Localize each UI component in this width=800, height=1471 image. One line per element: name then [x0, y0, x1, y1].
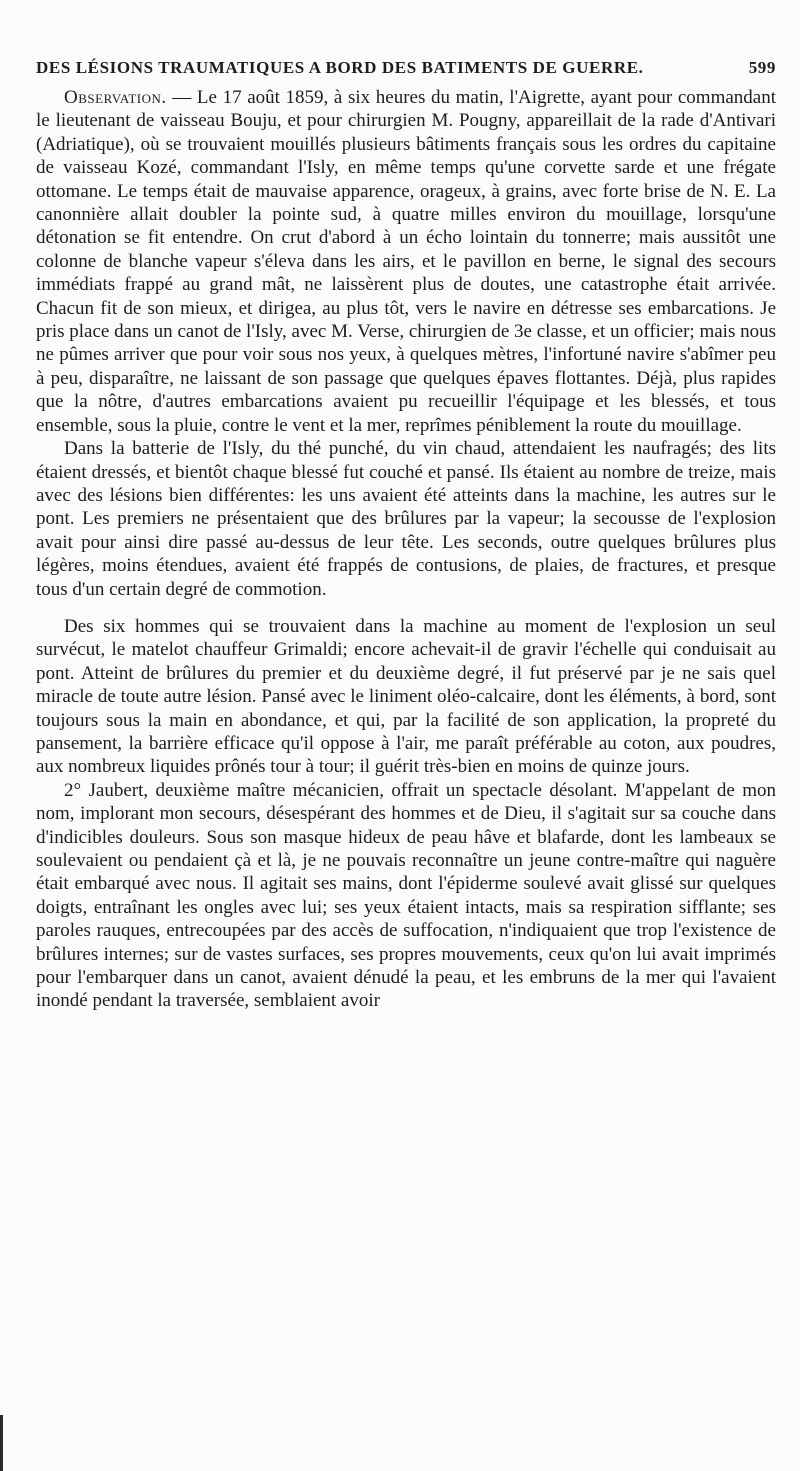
paragraph-batterie: [36, 437, 776, 601]
paragraph-text: Dans la batterie de l'Isly, du thé punché, du vin chaud, attendaient les naufragés; des lits étaient dressés, et bientôt chaque blessé fut couché et pansé. Ils étaient au nombre de treize, mais avec des lésions bien différentes: les uns avaient été atteints dans la machine, les autres sur le pont. Les premiers ne présentaient que des brûlures par la vapeur; la secousse de l'explosion avait pour ainsi dire passé au-dessus de leur tête. Les seconds, outre quelques brûlures plus légères, moins étendues, avaient été frappés de contusions, de plaies, de fractures, et presque tous d'un certain degré de commotion.: [36, 438, 776, 600]
paragraph-jaubert: [36, 779, 776, 1013]
scan-edge-mark: [0, 1415, 3, 1471]
running-title: DES LÉSIONS TRAUMATIQUES A BORD DES BATIMENTS DE GUERRE.: [36, 58, 644, 77]
page-number: 599: [748, 58, 776, 77]
paragraph-gap: [36, 601, 776, 615]
running-header: [36, 58, 776, 78]
paragraph-text: — Le 17 août 1859, à six heures du matin, l'Aigrette, ayant pour commandant le lieutenant de vaisseau Bouju, et pour chirurgien M. Pougny, appareillait de la rade d'Antivari (Adriatique), où se trouvaient mouillés plusieurs bâtiments français sous les ordres du capitaine de vaisseau Kozé, commandant l'Isly, en même temps qu'une corvette sarde et une frégate ottomane. Le temps était de mauvaise apparence, orageux, à grains, avec forte brise de N. E. La canonnière allait doubler la pointe sud, à quatre milles environ du mouillage, lorsqu'une détonation se fit entendre. On crut d'abord à un écho lointain du tonnerre; mais aussitôt une colonne de blanche vapeur s'éleva dans les airs, et le pavillon en berne, le signal des secours immédiats frappé au grand mât, ne laissèrent plus de doutes, une catastrophe était arrivée. Chacun fit de son mieux, et dirigea, au plus tôt, vers le navire en détresse ses embarcations. Je pris place dans un canot de l'Isly, avec M. Verse, chirurgien de 3e classe, et un officier; mais nous ne pûmes arriver que pour voir sous nos yeux, à quelques mètres, l'infortuné navire s'abîmer peu à peu, disparaître, ne laissant de son passage que quelques épaves flottantes. Déjà, plus rapides que la nôtre, d'autres embarcations avaient pu recueillir l'équipage et les blessés, et tous ensemble, sous la pluie, contre le vent et la mer, reprîmes péniblement la route du mouillage.: [36, 87, 776, 436]
paragraph-observation: [36, 86, 776, 437]
paragraph-lead: Observation.: [64, 87, 167, 108]
book-page: [36, 58, 776, 1013]
paragraph-text: 2° Jaubert, deuxième maître mécanicien, offrait un spectacle désolant. M'appelant de mon nom, implorant mon secours, désespérant des hommes et de Dieu, il s'agitait sur sa couche dans d'indicibles douleurs. Sous son masque hideux de peau hâve et blafarde, dont les lambeaux se soulevaient ou pendaient çà et là, je ne pouvais reconnaître un jeune contre-maître qui naguère était embarqué avec nous. Il agitait ses mains, dont l'épiderme soulevé avait glissé sur quelques doigts, entraînant les ongles avec lui; ses yeux étaient intacts, mais sa respiration sifflante; ses paroles rauques, entrecoupées par des accès de suffocation, n'indiquaient que trop l'existence de brûlures internes; sur de vastes surfaces, ses propres mouvements, ceux qu'on lui avait imprimés pour l'embarquer dans un canot, avaient dénudé la peau, et les embruns de la mer qui l'avaient inondé pendant la traversée, semblaient avoir: [36, 779, 776, 1012]
paragraph-text: Des six hommes qui se trouvaient dans la machine au moment de l'explosion un seul survécut, le matelot chauffeur Grimaldi; encore achevait-il de gravir l'échelle qui conduisait au pont. Atteint de brûlures du premier et du deuxième degré, il fut préservé par je ne sais quel miracle de toute autre lésion. Pansé avec le liniment oléo-calcaire, dont les éléments, à bord, sont toujours sous la main en abondance, et qui, par la facilité de son application, la propreté du pansement, la barrière efficace qu'il oppose à l'air, me paraît préférable au coton, aux poudres, aux nombreux liquides prônés tour à tour; il guérit très-bien en moins de quinze jours.: [36, 615, 776, 778]
paragraph-grimaldi: [36, 615, 776, 779]
